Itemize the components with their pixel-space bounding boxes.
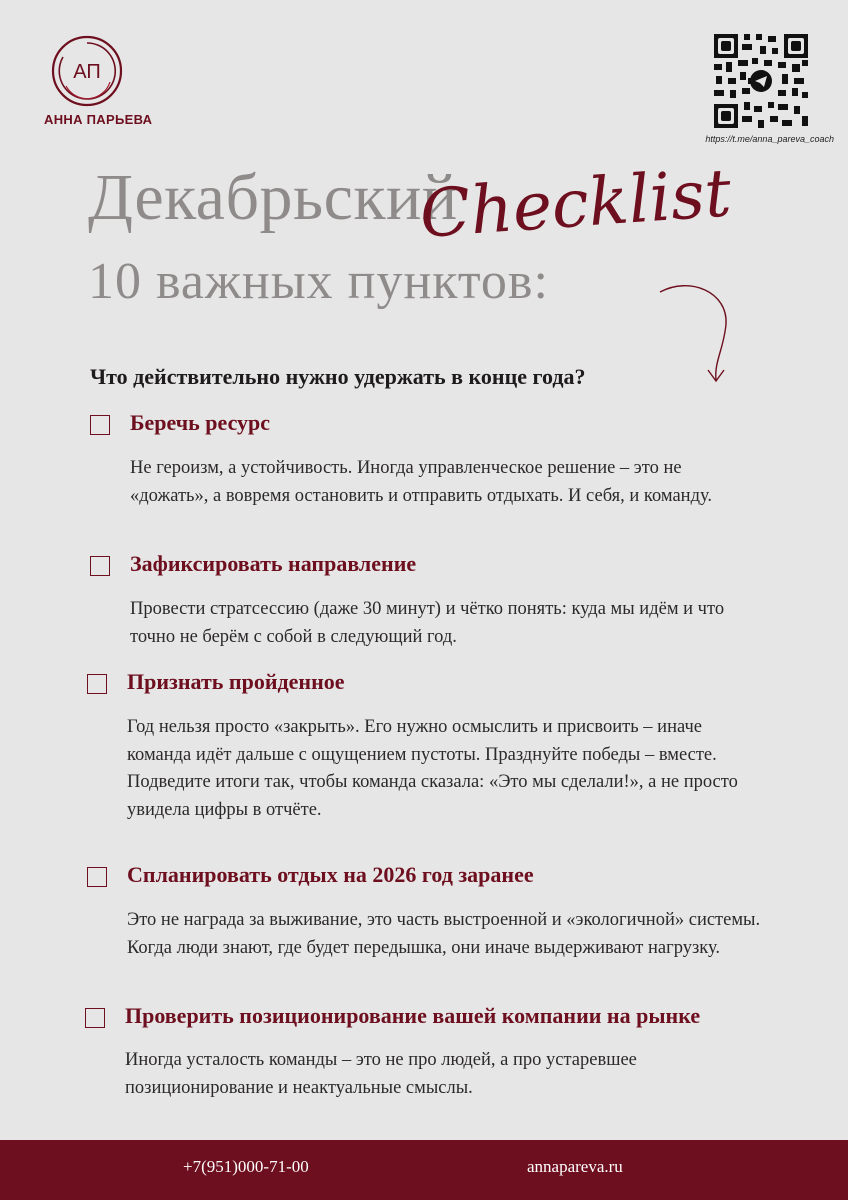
brand-logo (44, 34, 153, 127)
item-2-title: Зафиксировать направление (130, 551, 417, 576)
checkbox-item-3[interactable] (87, 674, 107, 694)
item-1-title: Беречь ресурс (130, 410, 271, 435)
item-5-title: Проверить позиционирование вашей компании на рынке (125, 1003, 701, 1028)
item-5-description: Иногда усталость команды – это не про людей, а про устаревшее позиционирование и неактуальные смыслы. (125, 1050, 637, 1098)
footer-bar (0, 1140, 848, 1200)
logo-emblem-icon (50, 34, 124, 108)
checkbox-item-2[interactable] (90, 556, 110, 576)
checkbox-item-5[interactable] (85, 1008, 105, 1028)
item-4-title: Спланировать отдых на 2026 год заранее (127, 862, 534, 887)
checkbox-item-4[interactable] (87, 867, 107, 887)
qr-url-text[interactable]: https://t.me/anna_pareva_coach (705, 134, 834, 144)
item-2-description: Провести стратсессию (даже 30 минут) и чётко понять: куда мы идём и что точно не берём с собой в следующий год. (130, 599, 725, 647)
footer-website[interactable]: annapareva.ru (527, 1157, 623, 1176)
footer-phone[interactable]: +7(951)000-71-00 (183, 1157, 309, 1176)
title-script: Checklist (417, 154, 734, 253)
item-3-title: Признать пройденное (127, 669, 345, 694)
item-3-description: Год нельзя просто «закрыть». Его нужно осмыслить и присвоить – иначе команда идёт дальше с ощущением пустоты. Празднуйте победы – вместе. Подведите итоги так, чтобы команда сказала: «Это мы сделали!», а не просто увидела цифры в отчёте. (127, 717, 738, 820)
logo-letters: АП (73, 61, 101, 83)
intro-question: Что действительно нужно удержать в конце года? (90, 364, 586, 389)
title-line-1: Декабрьский (88, 161, 458, 234)
qr-code-icon[interactable] (712, 32, 810, 130)
title-line-2: 10 важных пунктов: (88, 253, 549, 310)
checkbox-item-1[interactable] (90, 415, 110, 435)
item-4-description: Это не награда за выживание, это часть выстроенной и «экологичной» системы. Когда люди знают, где будет передышка, они иначе выдерживают нагрузку. (127, 910, 761, 958)
brand-name: АННА ПАРЬЕВА (44, 112, 153, 127)
item-1-description: Не героизм, а устойчивость. Иногда управленческое решение – это не «дожать», а вовремя остановить и отправить отдыхать. И себя, и команду. (130, 458, 713, 506)
curved-arrow-icon (650, 278, 740, 388)
